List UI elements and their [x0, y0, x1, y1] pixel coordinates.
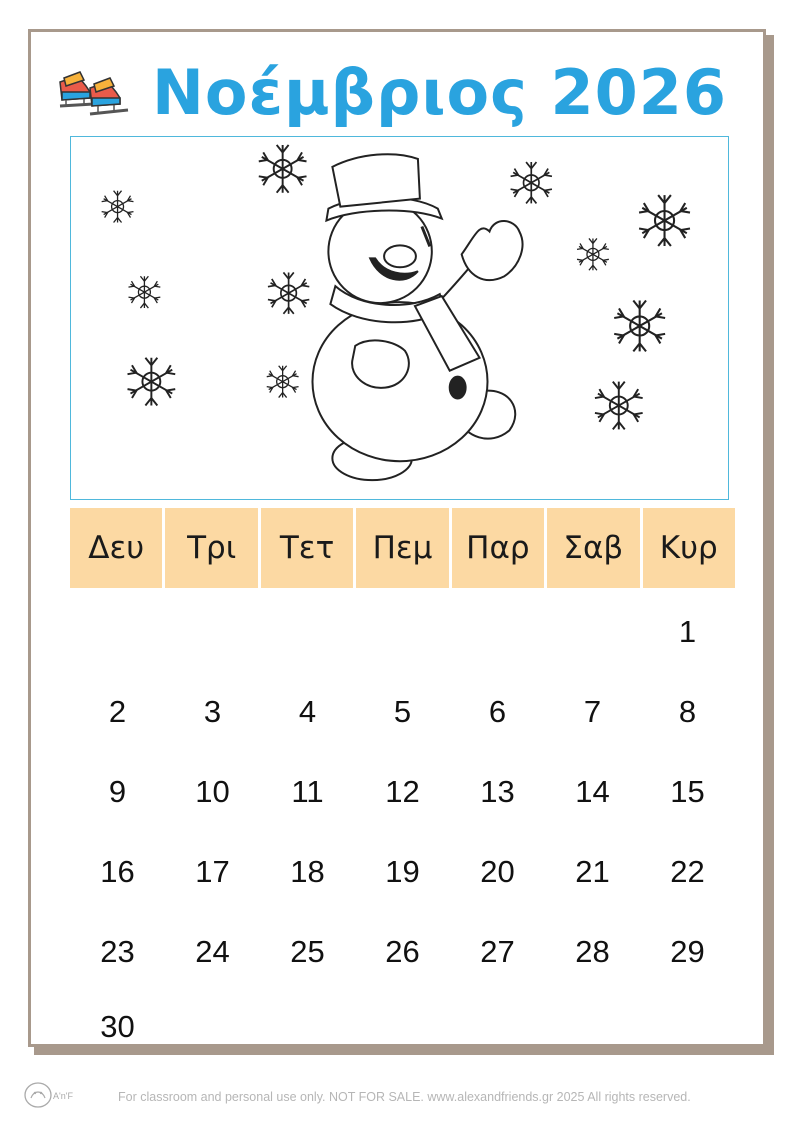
- calendar-grid: [70, 592, 735, 1062]
- week-row: [70, 992, 735, 1062]
- day-cell: 18: [290, 854, 325, 889]
- day-cell: [545, 592, 640, 672]
- day-cell: 25: [290, 934, 325, 969]
- day-cell: 10: [195, 774, 230, 809]
- day-cell: [450, 992, 545, 1062]
- footer-notice: For classroom and personal use only. NOT FOR SALE. www.alexandfriends.gr 2025 All rights reserved.: [118, 1090, 691, 1104]
- day-cell: 23: [100, 934, 135, 969]
- day-cell: 8: [678, 694, 697, 729]
- day-cell: [450, 592, 545, 672]
- day-cell: 22: [670, 854, 705, 889]
- snowman: [312, 154, 522, 480]
- day-cell: 11: [291, 774, 324, 809]
- day-cell: 27: [480, 934, 515, 969]
- weekday-header: [70, 508, 735, 588]
- snowman-illustration: [70, 136, 729, 500]
- day-cell: 26: [385, 934, 420, 969]
- weekday-tue: Τρι: [165, 508, 257, 588]
- day-cell: 29: [670, 934, 705, 969]
- day-cell: [640, 992, 735, 1062]
- weekday-mon: Δευ: [70, 508, 162, 588]
- day-cell: 28: [575, 934, 610, 969]
- weekday-thu: Πεμ: [356, 508, 448, 588]
- day-cell: 16: [100, 854, 135, 889]
- day-cell: 19: [385, 854, 420, 889]
- day-cell: [165, 992, 260, 1062]
- week-row: [70, 912, 735, 992]
- day-cell: 9: [108, 774, 127, 809]
- week-row: [70, 832, 735, 912]
- day-cell: 13: [480, 774, 515, 809]
- week-row: [70, 752, 735, 832]
- day-cell: 1: [678, 614, 697, 649]
- day-cell: [355, 592, 450, 672]
- alexandfriends-logo: [22, 1080, 82, 1110]
- day-cell: 14: [575, 774, 610, 809]
- page-title: Νοέμβριος 2026: [152, 56, 728, 129]
- day-cell: 21: [575, 854, 610, 889]
- day-cell: 20: [480, 854, 515, 889]
- day-cell: 17: [195, 854, 230, 889]
- day-cell: 6: [488, 694, 507, 729]
- day-cell: [260, 992, 355, 1062]
- svg-text:A'n'F: A'n'F: [53, 1091, 73, 1101]
- day-cell: 4: [298, 694, 317, 729]
- ice-skates-icon: [56, 62, 136, 120]
- weekday-sun: Κυρ: [643, 508, 735, 588]
- day-cell: 15: [670, 774, 705, 809]
- day-cell: 12: [385, 774, 420, 809]
- day-cell: 3: [203, 694, 222, 729]
- week-row: [70, 672, 735, 752]
- weekday-fri: Παρ: [452, 508, 544, 588]
- day-cell: [545, 992, 640, 1062]
- day-cell: 24: [195, 934, 230, 969]
- day-cell: 7: [583, 694, 602, 729]
- day-cell: 5: [393, 694, 412, 729]
- day-cell: 2: [108, 694, 127, 729]
- day-cell: [260, 592, 355, 672]
- weekday-wed: Τετ: [261, 508, 353, 588]
- snowman-coloring-illustration: [71, 137, 728, 499]
- weekday-sat: Σαβ: [547, 508, 639, 588]
- day-cell: [165, 592, 260, 672]
- day-cell: [70, 592, 165, 672]
- week-row: [70, 592, 735, 672]
- day-cell: 30: [100, 1009, 135, 1044]
- day-cell: [355, 992, 450, 1062]
